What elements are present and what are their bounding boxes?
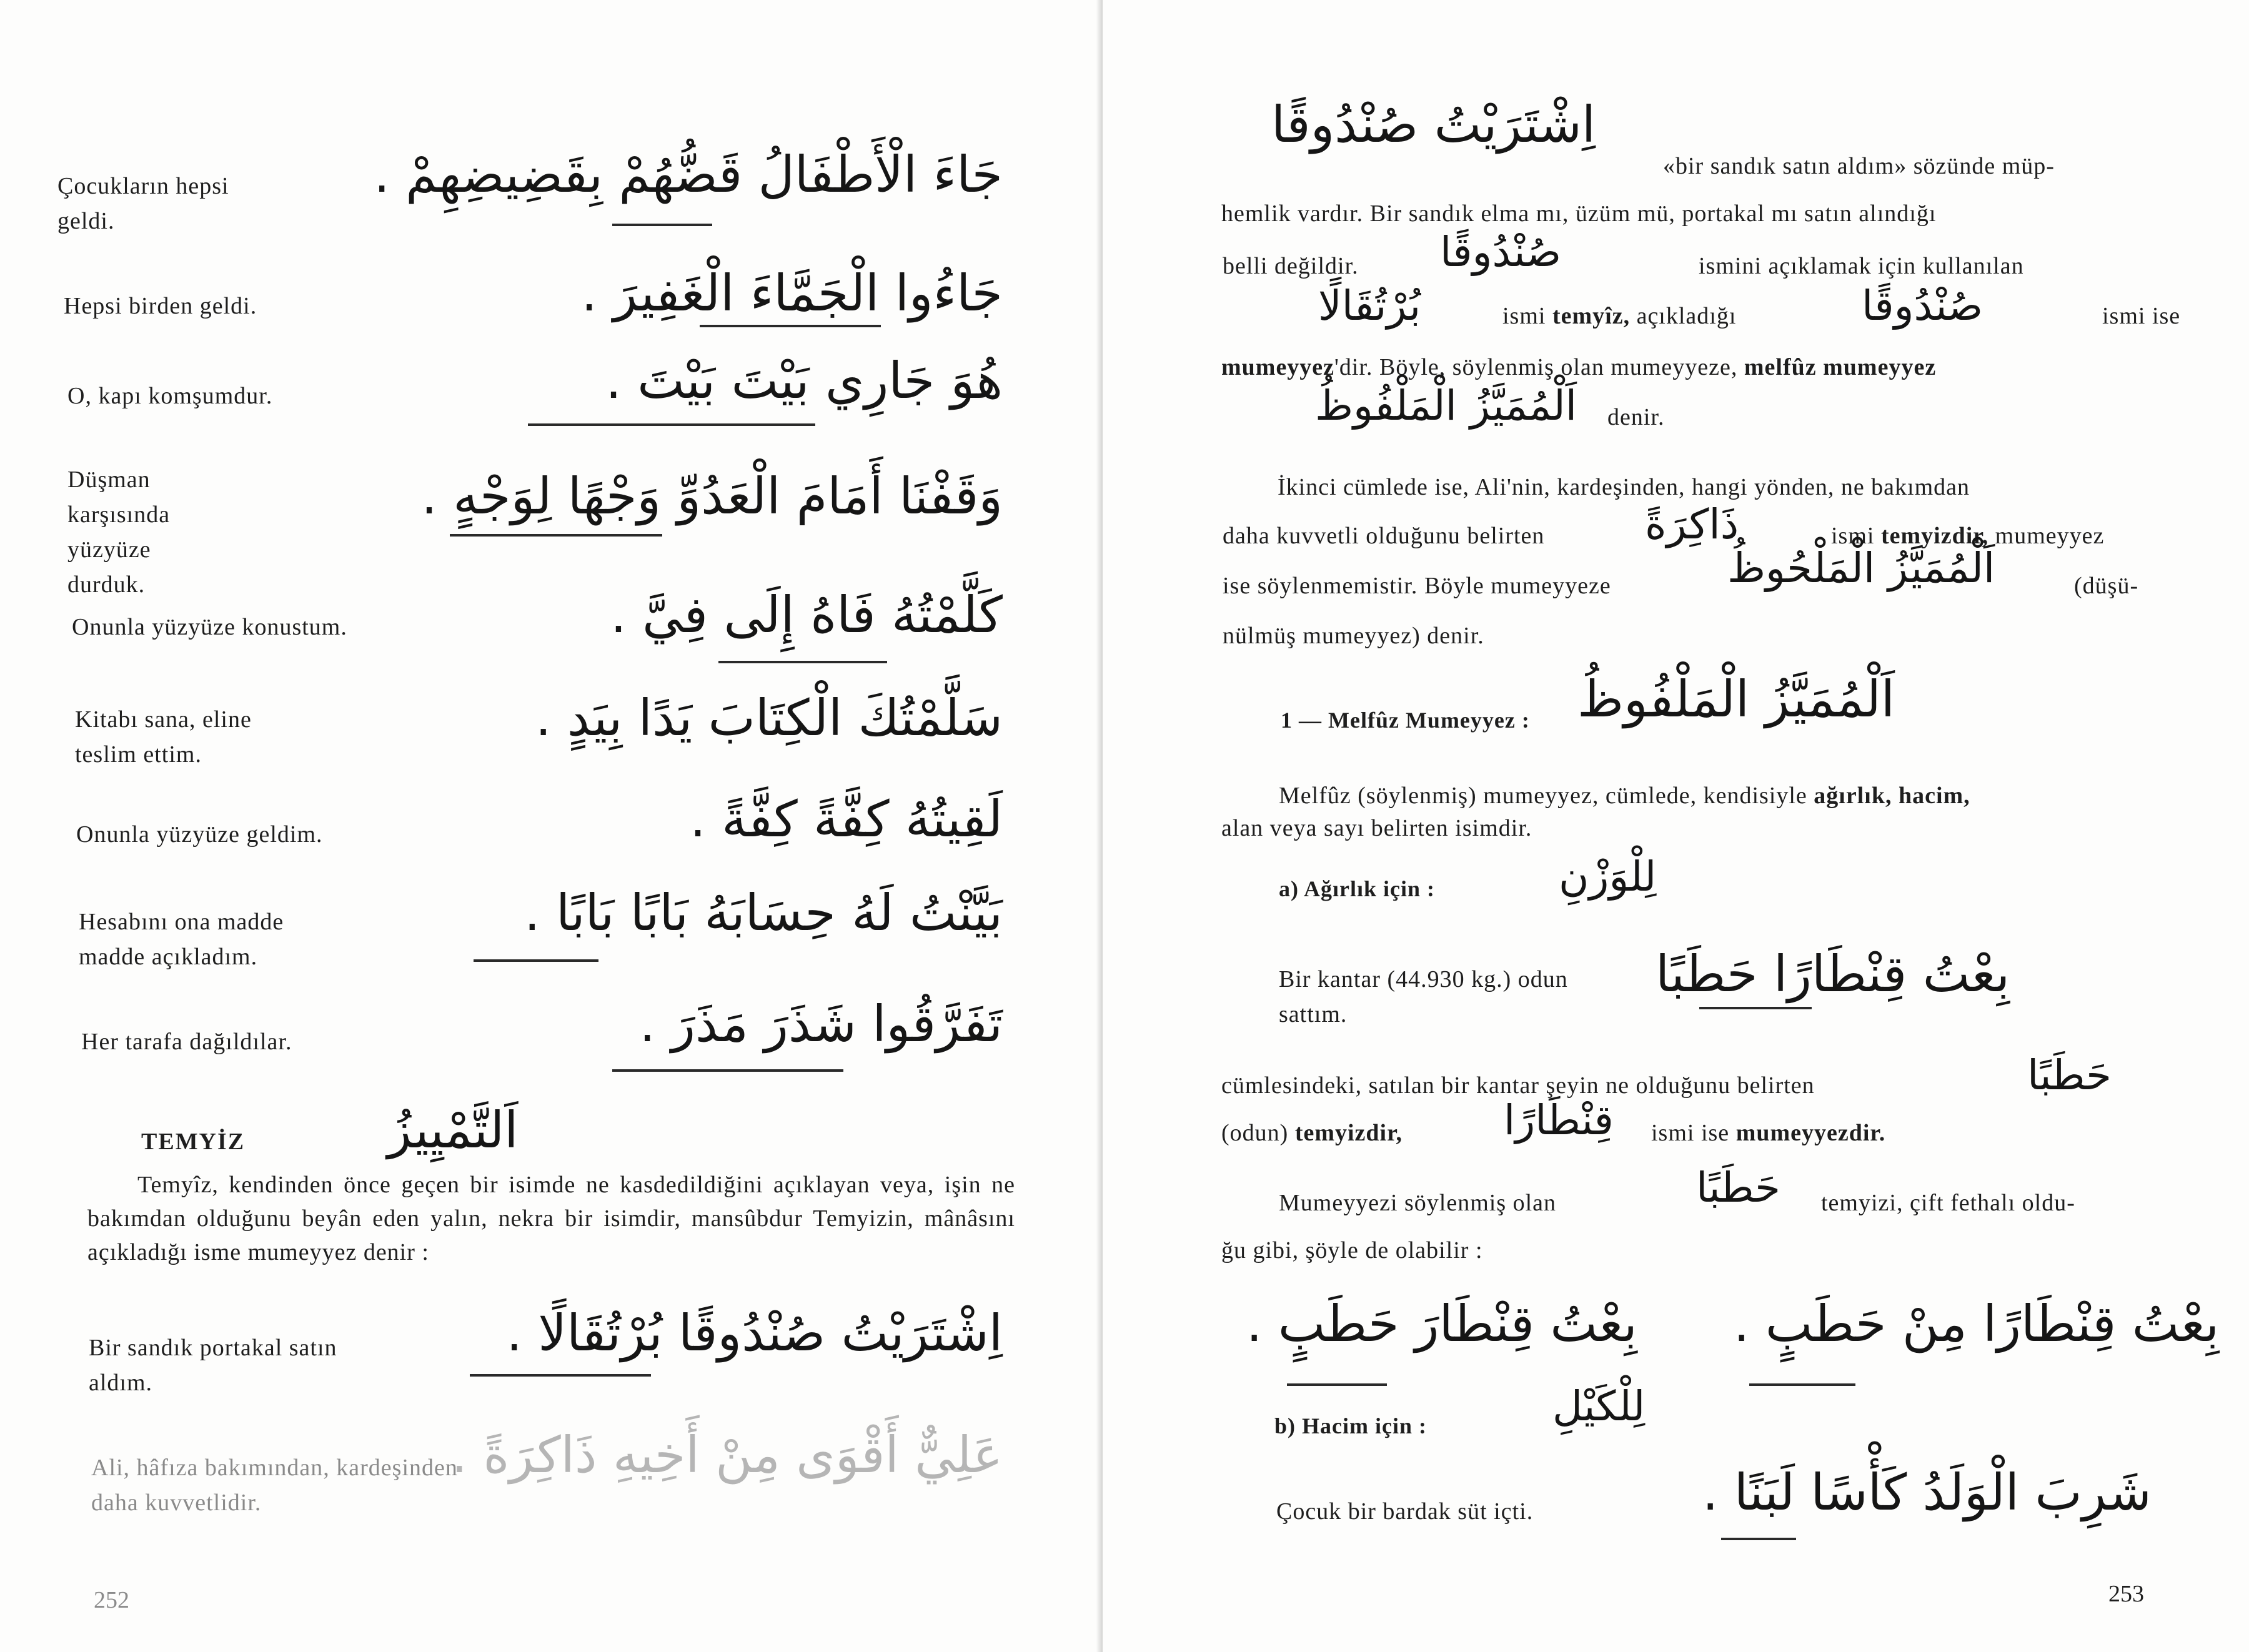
example-3-arabic: هُوَ جَارِي بَيْتَ بَيْتَ . [605,352,1003,410]
p3-line1 [1279,778,1970,813]
example-min-arabic: بِعْتُ قِنْطَارًا مِنْ حَطَبٍ . [1734,1295,2220,1353]
temyiz-heading: TEMYİZ [141,1129,246,1155]
p4-line2-arabic: قِنْطَارًا [1504,1096,1614,1144]
a-arabic: لِلْوَزْنِ [1559,853,1657,901]
p1-arabic-heading: اِشْتَرَيْتُ صُنْدُوقًا [1271,96,1596,154]
section1-arabic: اَلْمُمَيَّزُ الْمَلْفُوظُ [1577,670,1895,728]
p2-line2-b: temyizdir, [1880,523,1989,549]
p2-line3-arabic: اَلْمُمَيَّزُ الْمَلْحُوظُ [1727,544,1995,592]
example-7-arabic: لَقِيتُهُ كِفَّةً كِفَّةً . [690,790,1003,848]
p4-line2-pre: (odun) [1221,1120,1289,1146]
example-orange-arabic: اِشْتَرَيْتُ صُنْدُوقًا بُرْتُقَالًا . [506,1304,1003,1362]
example-orange-turkish: Bir sandık portakal satın aldım. [89,1335,337,1396]
b-example-turkish: Çocuk bir bardak süt içti. [1276,1498,1534,1525]
b-label: b) Hacim için : [1274,1413,1427,1438]
example-9-underline [612,1069,843,1072]
p2-line3-pre: ise söylenmemistir. Böyle mumeyyeze [1223,573,1611,599]
p2-line2-t1: ismi [1831,523,1875,549]
right-page-number: 253 [2108,1581,2144,1607]
p1-line4-t2: açıkladığı [1636,303,1737,329]
example-4-arabic: وَقَفْنَا أَمَامَ الْعَدُوِّ وَجْهًا لِوَجْهٍ . [421,467,1003,525]
example-6-turkish: Kitabı sana, eline teslim ettim. [75,706,252,768]
p4-line2 [1221,1115,1403,1150]
p1-line4-arabic2: صُنْدُوقًا [1862,282,1983,330]
p1-line4-b1: temyîz, [1552,303,1631,329]
example-idafa-arabic: بِعْتُ قِنْطَارَ حَطَبٍ . [1246,1295,1637,1353]
example-min-underline [1749,1383,1855,1386]
section1-label: 1 — Melfûz Mumeyyez : [1281,708,1530,733]
p1-line5-t1: 'dir. Böyle, söylenmiş olan mumeyyeze, [1334,354,1738,380]
p4-line2-b2: mumeyyezdir. [1735,1120,1886,1146]
p1-text: «bir sandık satın aldım» sözünde müp- [1663,153,2055,179]
a-example-underline [1699,1007,1812,1009]
example-idafa-underline [1287,1383,1387,1386]
example-8-arabic: بَيَّنْتُ لَهُ حِسَابَهُ بَابًا بَابًا . [524,884,1003,942]
p5-line2: ğu gibi, şöyle de olabilir : [1221,1237,1483,1264]
example-2-arabic: جَاءُوا الْجَمَّاءَ الْغَفِيرَ . [581,264,1003,322]
example-3-underline [528,423,815,426]
example-7-turkish: Onunla yüzyüze geldim. [76,821,323,848]
p1-line5-b1: mumeyyez [1221,354,1335,380]
example-1-underline [612,224,712,226]
p3-line2: alan veya sayı belirten isimdir. [1221,815,1532,841]
p4-line2-b: temyizdir, [1294,1120,1403,1146]
a-example-arabic: بِعْتُ قِنْطَارًا حَطَبًا [1656,945,2010,1003]
p1-line3-arabic: صُنْدُوقًا [1440,228,1562,276]
left-page-number: 252 [94,1587,129,1613]
p2-line1: İkinci cümlede ise, Ali'nin, kardeşinden, hangi yönden, ne bakımdan [1278,474,1970,500]
example-ali-arabic: عَلِيٌّ أَقْوَى مِنْ أَخِيهِ ذَاكِرَةً . [451,1426,1003,1484]
p1-line5-b2: melfûz mumeyyez [1744,354,1937,380]
example-orange-underline [470,1374,651,1377]
p1-line4-t3: ismi ise [2102,303,2181,329]
p1-line2: hemlik vardır. Bir sandık elma mı, üzüm mü, portakal mı satın alındığı [1221,200,1937,227]
p4-line2-t: ismi ise [1651,1120,1730,1146]
example-4-turkish: Düşman karşısında yüzyüze durduk. [67,467,171,598]
example-3-turkish: O, kapı komşumdur. [67,383,273,409]
p1-line6-arabic: اَلْمُمَيَّزُ الْمَلْفُوظُ [1315,382,1577,430]
p3-line1-b: ağırlık, hacim, [1814,783,1970,809]
example-1-arabic: جَاءَ الْأَطْفَالُ قَضُّهُمْ بِقَضِيضِهِمْ . [374,146,1003,204]
p4-line1-arabic: حَطَبًا [2027,1051,2112,1099]
a-example-turkish: Bir kantar (44.930 kg.) odun sattım. [1279,966,1568,1027]
example-5-arabic: كَلَّمْتُهُ فَاهُ إِلَى فِيَّ . [610,586,1003,644]
p1-line4-ismi [1502,299,1736,334]
example-9-turkish: Her tarafa dağıldılar. [81,1029,292,1055]
example-5-underline [718,661,887,663]
p1-line4-arabic1: بُرْتُقَالًا [1318,282,1421,330]
p5-line1-pre: Mumeyyezi söylenmiş olan [1279,1190,1557,1216]
p3-line1-pre: Melfûz (söylenmiş) mumeyyez, cümlede, kendisiyle [1279,783,1807,809]
example-2-underline [700,325,881,327]
b-example-underline [1721,1538,1796,1540]
p2-line2-pre: daha kuvvetli olduğunu belirten [1223,523,1545,549]
left-page [0,0,1103,1652]
example-6-arabic: سَلَّمْتُكَ الْكِتَابَ يَدًا بِيَدٍ . [535,689,1003,747]
temyiz-paragraph: Temyîz, kendinden önce geçen bir isimde ne kasdedildiğini açıklayan veya, işin ne bakımdan olduğunu beyân eden yalın, nekra bir isimdir, mansûbdur Temyizin, mânâsını açıkladığı isme mumeyyez denir : [87,1172,1015,1265]
p2-line2-t2: mumeyyez [1995,523,2105,549]
b-example-arabic: شَرِبَ الْوَلَدُ كَأْسًا لَبَنًا . [1702,1463,2152,1521]
b-arabic: لِلْكَيْلِ [1552,1382,1646,1430]
p2-line2-arabic: ذَاكِرَةً [1645,500,1739,548]
example-ali-turkish: Ali, hâfıza bakımından, kardeşinden daha kuvvetlidir. [91,1455,458,1516]
p1-line6-denir: denir. [1607,404,1665,430]
example-8-turkish: Hesabını ona madde madde açıkladım. [79,909,284,970]
example-1-turkish: Çocukların hepsi geldi. [57,173,229,234]
example-9-arabic: تَفَرَّقُوا شَذَرَ مَذَرَ . [639,995,1003,1053]
p4-line1-pre: cümlesindeki, satılan bir kantar şeyin ne olduğunu belirten [1221,1072,1815,1099]
right-page [1103,0,2249,1652]
example-8-underline [474,959,598,962]
p2-line4: nülmüş mumeyyez) denir. [1223,623,1484,649]
p5-line1-post: temyizi, çift fethalı oldu- [1821,1190,2075,1216]
p1-line4-t1: ismi [1502,303,1546,329]
example-2-turkish: Hepsi birden geldi. [64,293,257,319]
p4-line2-rest [1651,1115,1885,1150]
example-4-underline [450,534,662,537]
p1-line3-pre: belli değildir. [1223,253,1359,279]
temyiz-arabic: اَلتَّمْيِيزُ [387,1101,519,1159]
p1-line3-post: ismini açıklamak için kullanılan [1699,253,2024,279]
a-label: a) Ağırlık için : [1279,876,1435,901]
p2-line3-post: (düşü- [2074,573,2139,599]
example-5-turkish: Onunla yüzyüze konustum. [72,614,347,640]
p5-line1-arabic: حَطَبًا [1696,1164,1780,1212]
